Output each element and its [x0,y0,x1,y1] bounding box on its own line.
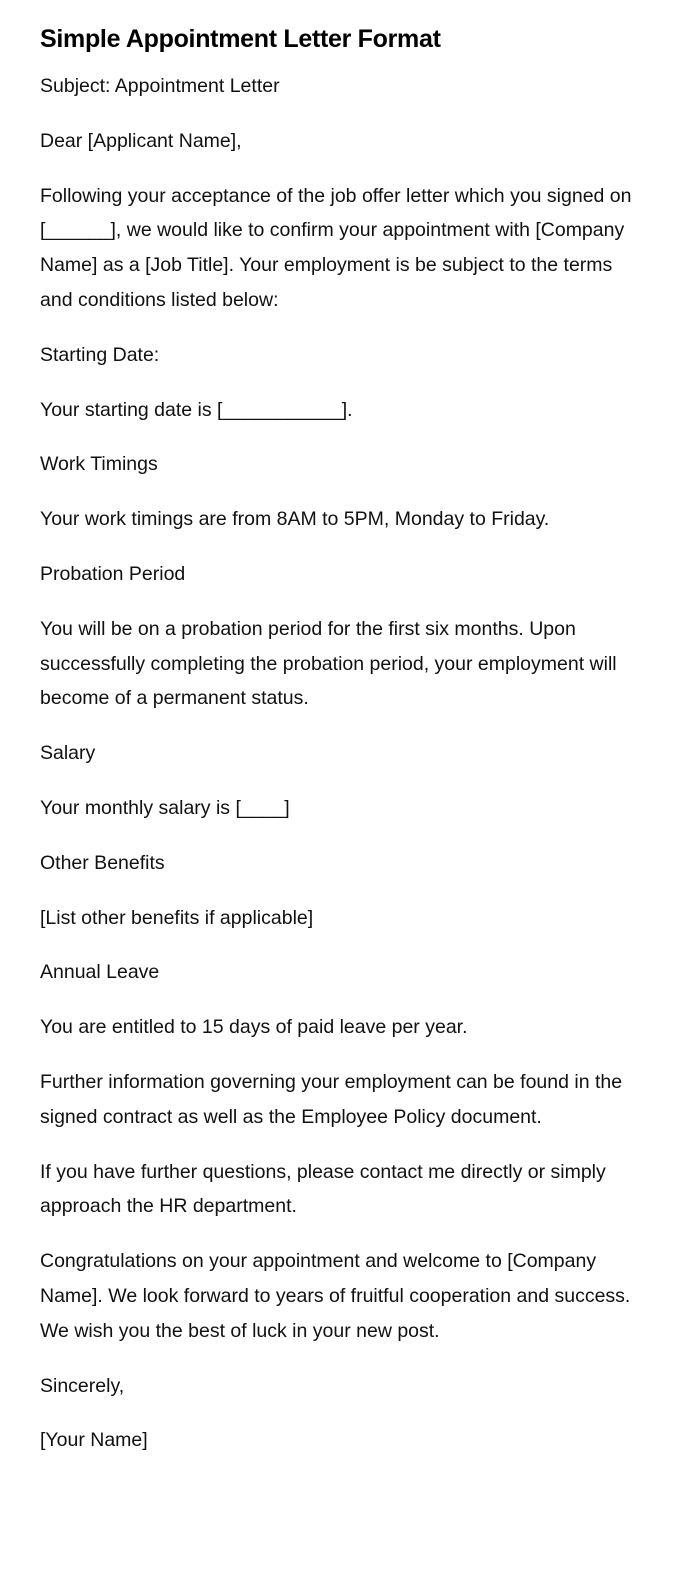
subject-line: Subject: Appointment Letter [40,75,280,97]
section-heading-starting-date: Starting Date: [40,343,160,366]
section-heading-other-benefits: Other Benefits [40,851,165,874]
section-body-salary: Your monthly salary is [____] [40,796,290,819]
salutation: Dear [Applicant Name], [40,129,242,152]
section-heading-salary: Salary [40,742,96,765]
section-heading-probation-period: Probation Period [40,562,186,585]
section-body-starting-date: Your starting date is [___________]. [40,398,353,421]
questions-paragraph: If you have further questions, please contact me directly or simply approach the HR department. [40,1160,606,1218]
further-info-paragraph: Further information governing your employment can be found in the signed contract as well as the Employee Policy document. [40,1070,623,1128]
section-body-annual-leave: You are entitled to 15 days of paid leave per year. [40,1016,468,1039]
congratulations-paragraph: Congratulations on your appointment and welcome to [Company Name]. We look forward to years of fruitful cooperation and success. We wish you the best of luck in your new post. [40,1250,631,1342]
section-body-work-timings: Your work timings are from 8AM to 5PM, Monday to Friday. [40,508,550,531]
closing-line: Sincerely, [40,1374,125,1397]
section-heading-annual-leave: Annual Leave [40,961,160,984]
section-body-other-benefits: [List other benefits if applicable] [40,906,314,929]
signature-name: [Your Name] [40,1429,148,1452]
intro-paragraph: Following your acceptance of the job offer letter which you signed on [______], we would like to confirm your appointment with [Company Name] as a [Job Title]. Your employment is be subject to the terms and conditions listed below: [40,184,632,311]
section-heading-work-timings: Work Timings [40,453,158,476]
section-body-probation-period: You will be on a probation period for the first six months. Upon successfully completing the probation period, your employment will become of a permanent status. [40,617,617,710]
document-title: Simple Appointment Letter Format [40,25,441,53]
